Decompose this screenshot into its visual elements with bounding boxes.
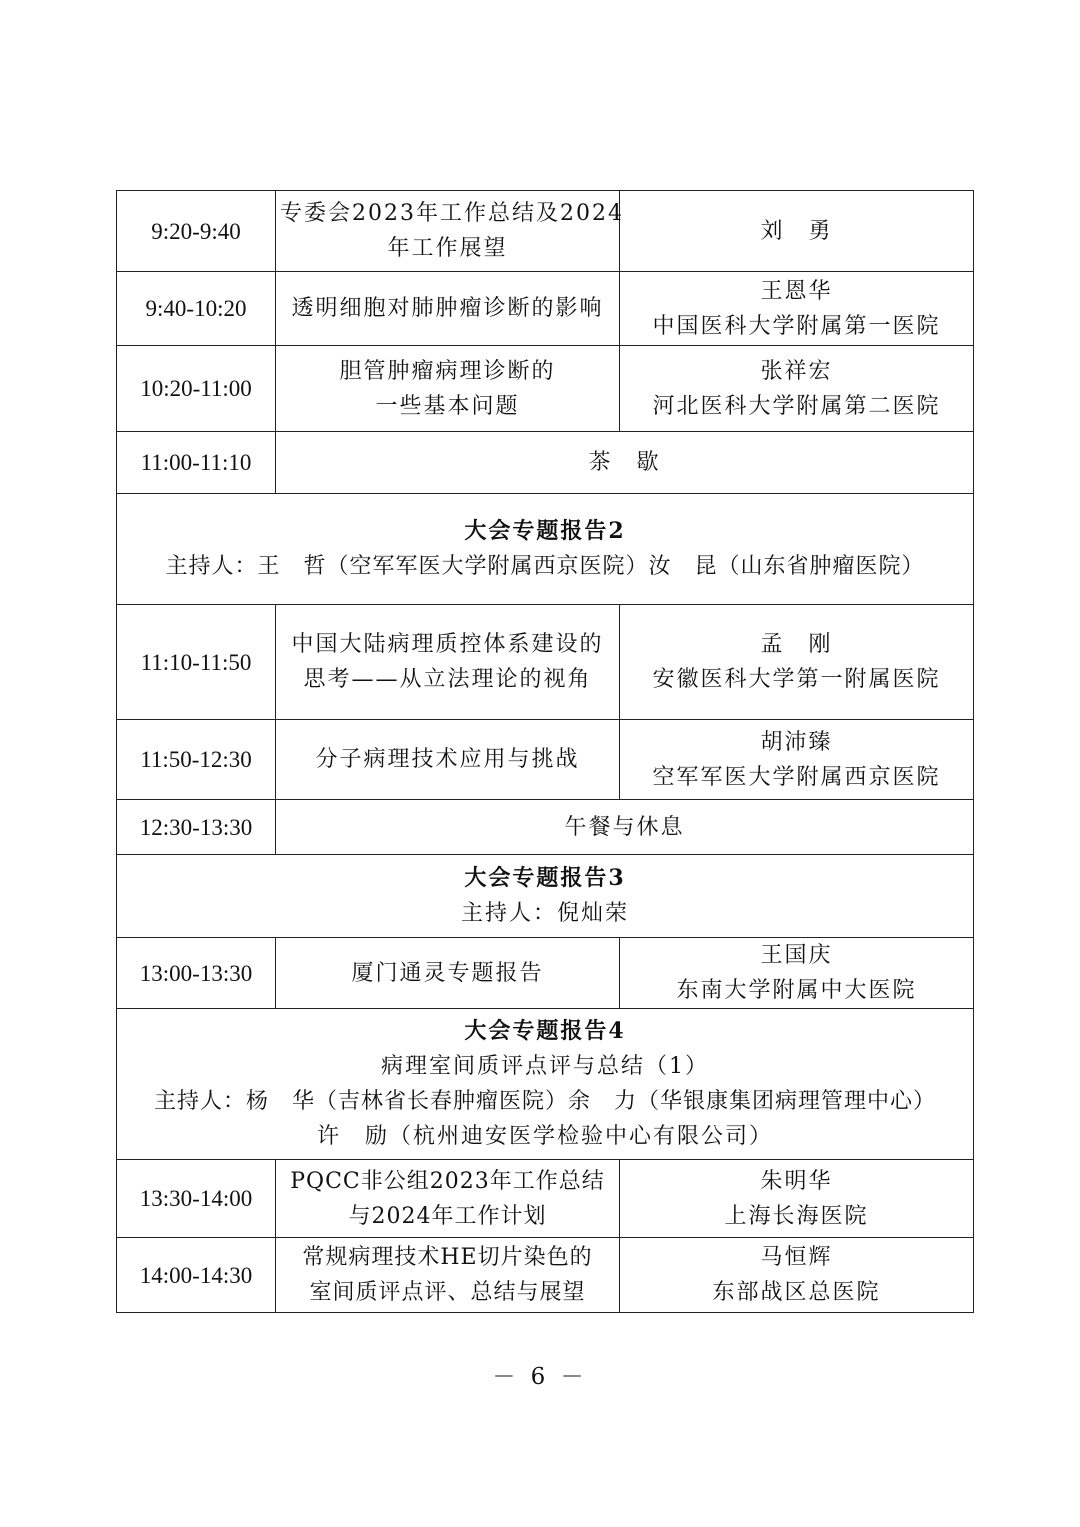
section-header-row [117,494,974,605]
schedule-table [116,190,974,1313]
section-header [117,494,974,605]
table-row [117,272,974,346]
time-cell: 11:10-11:50 [117,605,276,720]
section-host: 许 励（杭州迪安医学检验中心有限公司） [316,1124,773,1149]
speaker-cell: 马恒辉 东部战区总医院 [620,1238,974,1313]
table-row [117,191,974,272]
topic-cell: 透明细胞对肺肿瘤诊断的影响 [276,272,620,346]
section-header-row [117,1009,974,1160]
table-row [117,1238,974,1313]
section-host: 主持人：杨 华（吉林省长春肿瘤医院）余 力（华银康集团病理管理中心） [153,1089,936,1114]
time-cell: 13:30-14:00 [117,1160,276,1238]
section-title: 大会专题报告4 [464,1018,626,1044]
time-cell: 11:50-12:30 [117,720,276,800]
table-row [117,1160,974,1238]
time-cell: 13:00-13:30 [117,938,276,1009]
section-title: 大会专题报告3 [464,865,626,891]
topic-cell: 中国大陆病理质控体系建设的 思考——从立法理论的视角 [276,605,620,720]
section-host: 主持人：王 哲（空军军医大学附属西京医院）汝 昆（山东省肿瘤医院） [165,554,925,579]
table-row [117,720,974,800]
topic-cell: 厦门通灵专题报告 [276,938,620,1009]
topic-cell: 分子病理技术应用与挑战 [276,720,620,800]
section-host: 主持人：倪灿荣 [460,901,629,926]
time-cell: 10:20-11:00 [117,346,276,432]
section-header [117,855,974,938]
break-cell: 茶 歇 [276,432,974,494]
section-subtitle: 病理室间质评点评与总结（1） [381,1054,709,1079]
topic-cell: 专委会2023年工作总结及2024 年工作展望 [276,191,620,272]
speaker-cell: 刘 勇 [620,191,974,272]
section-header [117,1009,974,1160]
table-row [117,346,974,432]
speaker-cell: 王国庆 东南大学附属中大医院 [620,938,974,1009]
speaker-cell: 王恩华 中国医科大学附属第一医院 [620,272,974,346]
topic-cell: 常规病理技术HE切片染色的 室间质评点评、总结与展望 [276,1238,620,1313]
table-row [117,938,974,1009]
time-cell: 14:00-14:30 [117,1238,276,1313]
section-header-row [117,855,974,938]
section-title: 大会专题报告2 [464,518,626,544]
table-row [117,432,974,494]
speaker-cell: 孟 刚 安徽医科大学第一附属医院 [620,605,974,720]
topic-cell: 胆管肿瘤病理诊断的 一些基本问题 [276,346,620,432]
speaker-cell: 朱明华 上海长海医院 [620,1160,974,1238]
break-cell: 午餐与休息 [276,800,974,855]
page-number: － 6 － [492,1364,588,1390]
table-row [117,800,974,855]
time-cell: 9:20-9:40 [117,191,276,272]
time-cell: 12:30-13:30 [117,800,276,855]
time-cell: 9:40-10:20 [117,272,276,346]
speaker-cell: 胡沛臻 空军军医大学附属西京医院 [620,720,974,800]
table-row [117,605,974,720]
speaker-cell: 张祥宏 河北医科大学附属第二医院 [620,346,974,432]
topic-cell: PQCC非公组2023年工作总结 与2024年工作计划 [276,1160,620,1238]
time-cell: 11:00-11:10 [117,432,276,494]
